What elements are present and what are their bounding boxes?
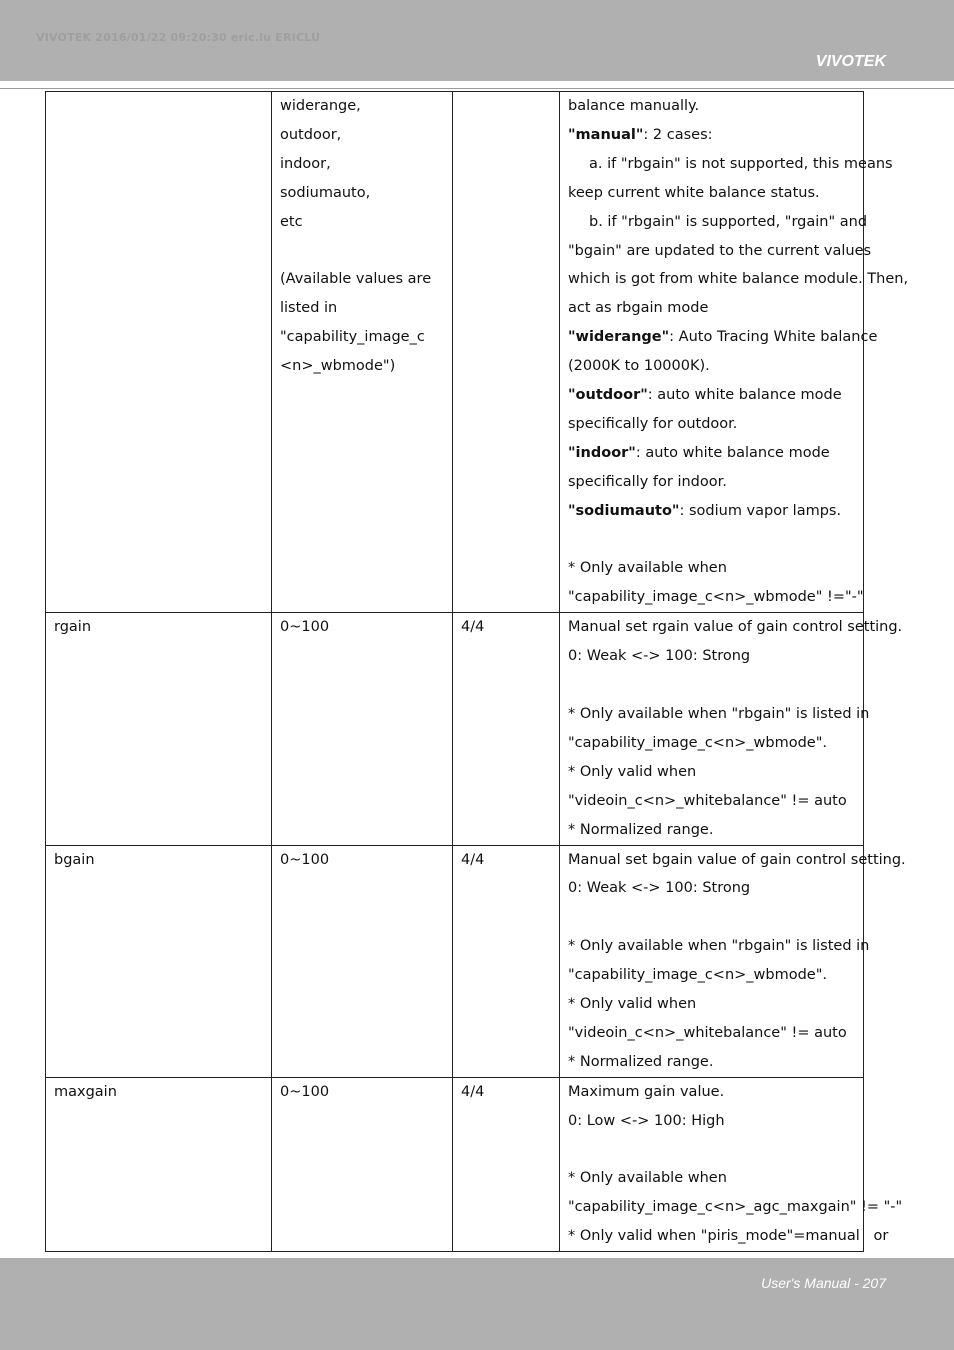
description-line xyxy=(568,1136,855,1165)
description-line: * Only available when "rbgain" is listed in xyxy=(568,706,870,722)
description-line: * Only valid when xyxy=(568,763,697,780)
page-number: User's Manual - 207 xyxy=(761,1275,886,1291)
param-name-cell: rgain xyxy=(46,613,272,845)
description-line xyxy=(568,671,855,700)
parameter-table-body xyxy=(46,92,909,1252)
param-values-cell xyxy=(272,92,453,613)
description-line: * Normalized range. xyxy=(568,821,714,838)
description-line: "capability_image_c<n>_agc_maxgain" != "-" xyxy=(568,1199,903,1216)
value-line xyxy=(280,237,444,266)
keyword-description: : sodium vapor lamps. xyxy=(679,502,842,519)
description-line: "capability_image_c<n>_wbmode". xyxy=(568,967,828,984)
page-footer xyxy=(0,1258,954,1350)
value-line: etc xyxy=(280,213,303,230)
param-values-cell xyxy=(272,1077,453,1251)
description-line: "capability_image_c<n>_wbmode" !="-" xyxy=(568,589,864,606)
security-cell: 4/4 xyxy=(453,613,560,845)
brand-logo-text: VIVOTEK xyxy=(815,53,886,70)
header-divider xyxy=(0,88,954,89)
value-line: <n>_wbmode") xyxy=(280,358,396,375)
description-line: keep current white balance status. xyxy=(568,184,820,201)
keyword-text: "widerange" xyxy=(568,329,670,346)
value-line: 0~100 xyxy=(280,1083,330,1100)
description-line: * Only available when "rbgain" is listed in xyxy=(568,938,870,955)
description-line xyxy=(568,121,855,150)
description-line: Manual set bgain value of gain control setting. xyxy=(568,851,906,868)
value-line: sodiumauto, xyxy=(280,184,371,201)
param-name-cell: maxgain xyxy=(46,1077,272,1251)
description-line: * Only available when xyxy=(568,1170,727,1187)
description-line: "videoin_c<n>_whitebalance" != auto xyxy=(568,792,847,809)
keyword-text: "manual" xyxy=(568,126,644,143)
description-cell xyxy=(560,613,903,845)
description-line: * Normalized range. xyxy=(568,1053,714,1070)
parameter-table xyxy=(45,91,909,1252)
security-cell xyxy=(453,92,560,613)
description-line: * Only valid when "piris_mode"=manual or xyxy=(568,1228,889,1245)
table-row xyxy=(46,92,864,613)
keyword-description: : auto white balance mode xyxy=(647,387,842,404)
description-cell xyxy=(560,845,906,1077)
description-line: "bgain" are updated to the current values xyxy=(568,242,872,259)
keyword-text: "outdoor" xyxy=(568,387,648,404)
description-cell xyxy=(560,1077,903,1251)
table-row xyxy=(46,1077,864,1251)
description-line: specifically for outdoor. xyxy=(568,415,738,432)
value-line: listed in xyxy=(280,300,338,317)
keyword-description: : 2 cases: xyxy=(643,126,713,143)
description-line: * Only valid when xyxy=(568,996,697,1013)
security-cell: 4/4 xyxy=(453,1077,560,1251)
description-line xyxy=(568,439,855,468)
description-line: 0: Low <-> 100: High xyxy=(568,1112,725,1129)
value-line: 0~100 xyxy=(280,619,330,636)
description-line: Manual set rgain value of gain control setting. xyxy=(568,619,903,636)
keyword-text: "sodiumauto" xyxy=(568,502,680,519)
description-line: balance manually. xyxy=(568,98,700,114)
description-line: b. if "rbgain" is supported, "rgain" and xyxy=(589,213,868,230)
description-line: * Only available when xyxy=(568,560,727,577)
value-line: widerange, xyxy=(280,98,361,114)
table-row xyxy=(46,845,864,1077)
description-line: Maximum gain value. xyxy=(568,1083,725,1100)
description-line: act as rbgain mode xyxy=(568,300,709,317)
description-line: which is got from white balance module. Then, xyxy=(568,271,909,288)
security-cell: 4/4 xyxy=(453,845,560,1077)
watermark-text: VIVOTEK 2016/01/22 09:20:30 eric.lu ERICLU xyxy=(36,31,321,44)
keyword-description: : auto white balance mode xyxy=(635,444,830,461)
description-line xyxy=(568,381,855,410)
description-line: "capability_image_c<n>_wbmode". xyxy=(568,734,828,751)
description-line xyxy=(568,323,878,352)
param-name-cell xyxy=(46,92,272,613)
value-line: outdoor, xyxy=(280,126,342,143)
description-line: (2000K to 10000K). xyxy=(568,358,710,375)
description-line xyxy=(568,903,855,932)
description-line: 0: Weak <-> 100: Strong xyxy=(568,880,751,897)
description-line: "videoin_c<n>_whitebalance" != auto xyxy=(568,1024,847,1041)
description-line: a. if "rbgain" is not supported, this means xyxy=(589,155,893,172)
keyword-description: : Auto Tracing White balance xyxy=(669,329,878,346)
description-line: 0: Weak <-> 100: Strong xyxy=(568,648,751,665)
description-line xyxy=(568,526,855,555)
value-line: 0~100 xyxy=(280,851,330,868)
description-line xyxy=(568,497,855,526)
value-line: (Available values are xyxy=(280,271,432,288)
value-line: "capability_image_c xyxy=(280,329,425,346)
value-line: indoor, xyxy=(280,155,331,172)
param-values-cell xyxy=(272,845,453,1077)
table-row xyxy=(46,613,864,845)
param-values-cell xyxy=(272,613,453,845)
description-cell xyxy=(560,92,909,613)
param-name-cell: bgain xyxy=(46,845,272,1077)
keyword-text: "indoor" xyxy=(568,444,636,461)
description-line: specifically for indoor. xyxy=(568,473,727,490)
